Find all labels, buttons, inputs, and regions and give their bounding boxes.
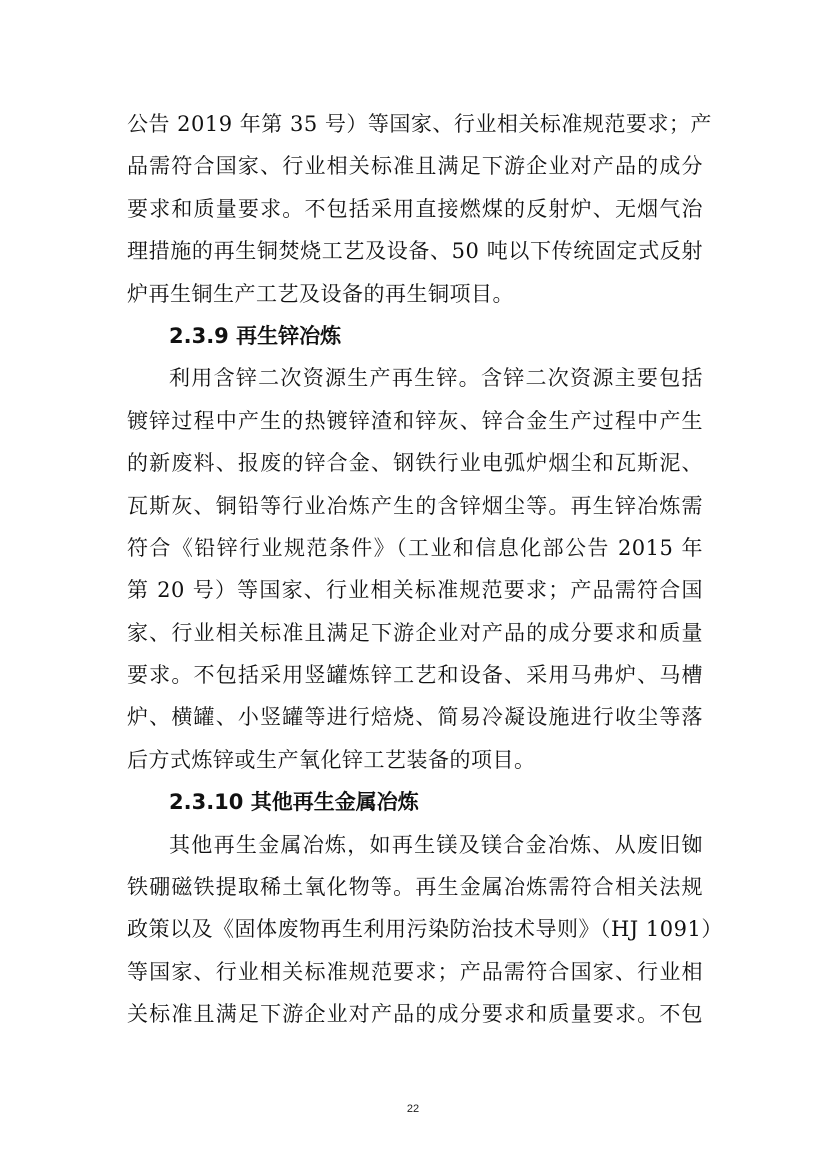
paragraph-line: 后方式炼锌或生产氧化锌工艺装备的项目。 [127, 747, 536, 772]
paragraph-line: 的新废料、报废的锌合金、钢铁行业电弧炉烟尘和瓦斯泥、 [127, 451, 703, 476]
paragraph-line: 第 20 号）等国家、行业相关标准规范要求；产品需符合国 [127, 578, 703, 603]
paragraph-line: 家、行业相关标准且满足下游企业对产品的成分要求和质量 [127, 620, 703, 645]
section-heading-2-3-9: 2.3.9 再生锌冶炼 [169, 323, 342, 348]
paragraph-line: 要求和质量要求。不包括采用直接燃煤的反射炉、无烟气治 [127, 196, 703, 221]
paragraph-line: 品需符合国家、行业相关标准且满足下游企业对产品的成分 [127, 154, 703, 179]
paragraph-line: 政策以及《固体废物再生利用污染防治技术导则》（HJ 1091） [127, 917, 723, 942]
paragraph-line: 炉、横罐、小竖罐等进行焙烧、简易冷凝设施进行收尘等落 [127, 705, 703, 730]
paragraph-line: 炉再生铜生产工艺及设备的再生铜项目。 [127, 281, 514, 306]
paragraph-line: 公告 2019 年第 35 号）等国家、行业相关标准规范要求；产 [127, 112, 712, 136]
paragraph-line: 关标准且满足下游企业对产品的成分要求和质量要求。不包 [127, 1002, 703, 1027]
paragraph-line: 镀锌过程中产生的热镀锌渣和锌灰、锌合金生产过程中产生 [127, 408, 703, 433]
section-heading-2-3-10: 2.3.10 其他再生金属冶炼 [169, 790, 419, 815]
page-number: 22 [406, 1103, 420, 1115]
paragraph-line: 等国家、行业相关标准规范要求；产品需符合国家、行业相 [127, 959, 703, 984]
paragraph-line: 瓦斯灰、铜铅等行业冶炼产生的含锌烟尘等。再生锌冶炼需 [127, 493, 703, 518]
paragraph-line: 铁硼磁铁提取稀土氧化物等。再生金属冶炼需符合相关法规 [127, 875, 703, 900]
paragraph-line: 符合《铅锌行业规范条件》（工业和信息化部公告 2015 年 [127, 535, 703, 560]
paragraph-line: 要求。不包括采用竖罐炼锌工艺和设备、采用马弗炉、马槽 [127, 663, 703, 688]
paragraph-line: 其他再生金属冶炼，如再生镁及镁合金冶炼、从废旧铷 [169, 832, 703, 857]
paragraph-line: 理措施的再生铜焚烧工艺及设备、50 吨以下传统固定式反射 [127, 239, 703, 264]
body-text [127, 103, 723, 1036]
paragraph-line: 利用含锌二次资源生产再生锌。含锌二次资源主要包括 [169, 366, 703, 391]
